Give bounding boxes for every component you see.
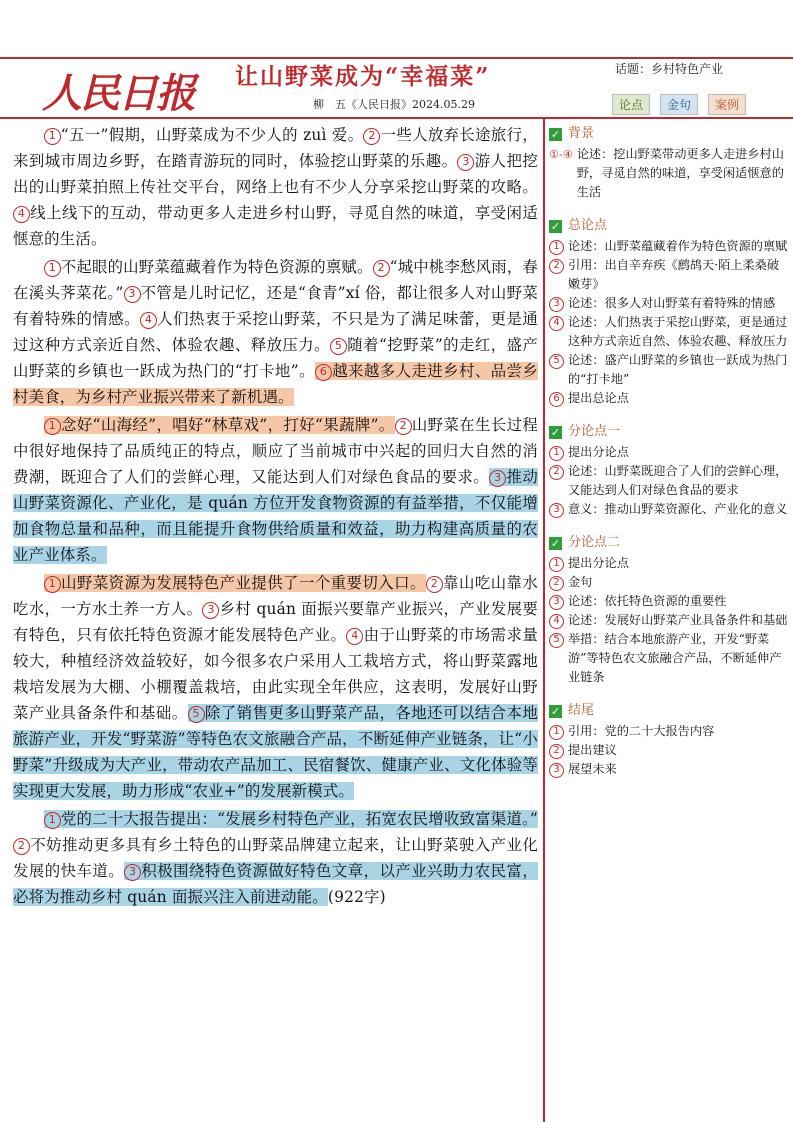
outline-item <box>549 741 789 760</box>
sentence-number-marker: 4 <box>140 312 157 329</box>
sentence-number-marker: 2 <box>13 838 30 855</box>
check-icon: ✓ <box>550 705 561 718</box>
outline-item: 金句 <box>568 575 593 589</box>
article-body <box>13 122 538 912</box>
tag-golden-sentence: 金句 <box>660 94 698 115</box>
sentence-number-marker: 6 <box>549 392 564 407</box>
outline-sidebar <box>549 124 789 793</box>
outline-item <box>549 237 564 256</box>
highlight-quote: 1 党的二十大报告提出：“发展乡村特色产业，拓宽农民增收致富渠道。” <box>44 810 538 828</box>
outline-item <box>549 294 789 313</box>
outline-item: 引用：党的二十大报告内容 <box>568 724 715 738</box>
outline-item: 论述：山野菜既迎合了人们的尝鲜心理，又能达到人们对绿色食品的要求 <box>568 464 788 497</box>
sentence-number-marker: 1 <box>549 446 564 461</box>
outline-item <box>549 554 789 573</box>
outline-item: 举措：结合本地旅游产业，开发“野菜游”等特色农文旅融合产品，不断延伸产业链条 <box>568 632 782 684</box>
outline-item <box>549 592 564 611</box>
highlight-sub-thesis-1: 1 念好“山海经”，唱好“林草戏”，打好“果蔬牌”。 <box>44 416 395 434</box>
sentence-number-marker: 4 <box>13 206 30 223</box>
section-main-thesis: ✓ 总论点 1 论述：山野菜蕴藏着作为特色资源的禀赋 2 引用：出自辛弃疾《鹧鸪天·陌上柔桑破嫩芽》 3 论述：很多人对山野菜有着特殊的情感 4 论述：人们热衷于采挖山野菜，更是通过这种方式亲近自然、体验农趣、释放压力 5 论述：盛产山野菜的乡镇也一跃成为热门的“打卡地” 6 提出总论点 <box>549 216 789 408</box>
outline-item: 提出总论点 <box>568 391 629 405</box>
outline-item <box>549 313 789 351</box>
outline-item <box>549 722 564 741</box>
outline-item <box>549 443 789 462</box>
outline-item <box>549 573 564 592</box>
outline-item: 提出建议 <box>568 743 617 757</box>
sentence-number-marker: 1 <box>44 576 61 593</box>
section-sub-thesis-1: ✓ 分论点一 1 提出分论点 2 论述：山野菜既迎合了人们的尝鲜心理，又能达到人们对绿色食品的要求 3 意义：推动山野菜资源化、产业化的意义 <box>549 422 789 519</box>
sentence-number-marker: 3 <box>549 503 564 518</box>
section-sub-thesis-2: ✓ 分论点二 1 提出分论点 2 金句 3 论述：依托特色资源的重要性 4 论述：发展好山野菜产业具备条件和基础 5 举措：结合本地旅游产业，开发“野菜游”等特色农文旅融合产品，不断延伸产业链条 <box>549 533 789 687</box>
outline-item <box>549 611 564 630</box>
outline-item <box>549 760 564 779</box>
sentence-number-marker: 5 <box>549 633 564 648</box>
tag-case: 案例 <box>708 94 746 115</box>
section-background: ✓ 背景 ①-④ 论述：挖山野菜带动更多人走进乡村山野，寻觅自然的味道，享受闲适惬意的生活 <box>549 124 789 202</box>
sentence-number-marker: 2 <box>373 260 390 277</box>
outline-item <box>549 630 789 687</box>
outline-item <box>549 294 564 313</box>
outline-item <box>549 611 789 630</box>
sentence-number-marker: 2 <box>549 576 564 591</box>
outline-item <box>549 462 564 500</box>
outline-item <box>549 389 564 408</box>
tag-legend <box>612 94 746 115</box>
sentence-number-marker: 4 <box>549 614 564 629</box>
sentence-number-marker: 2 <box>395 418 412 435</box>
sentence-number-marker: 1 <box>44 418 61 435</box>
sentence-number-marker: 3 <box>124 286 141 303</box>
outline-item: 论述：挖山野菜带动更多人走进乡村山野，寻觅自然的味道，享受闲适惬意的生活 <box>576 147 784 199</box>
sentence-number-marker: 3 <box>457 154 474 171</box>
sentence-number-marker: 2 <box>549 259 564 274</box>
highlight-significance: 3 推动山野菜资源化、产业化，是 quán 方位开发食物资源的有益举措，不仅能增加食物总量和品种，而且能提升食物供给质量和效益，助力构建高质量的农业产业体系。 <box>13 468 538 564</box>
sentence-number-marker: 1 <box>549 557 564 572</box>
word-count: (922字) <box>327 888 386 906</box>
outline-item <box>549 554 564 573</box>
topic-label: 话题：乡村特色产业 <box>615 62 724 76</box>
tag-argument: 论点 <box>612 94 650 115</box>
sentence-number-marker: 6 <box>315 364 332 381</box>
outline-item <box>549 237 789 256</box>
outline-item: 论述：很多人对山野菜有着特殊的情感 <box>568 296 776 310</box>
section-ending: ✓ 结尾 1 引用：党的二十大报告内容 2 提出建议 3 展望未来 <box>549 701 789 779</box>
outline-item: 展望未来 <box>568 762 617 776</box>
outline-item <box>549 722 789 741</box>
sentence-number-marker: 4 <box>346 628 363 645</box>
paragraph-2: 1 不起眼的山野菜蕴藏着作为特色资源的禀赋。 2 “城中桃李愁风雨，春在溪头荠菜花。” 3 不管是儿时记忆，还是“食青”xí 俗，都让很多人对山野菜有着特殊的情感。 4 人们热衷于采挖山野菜，不只是为了满足味蕾，更是通过这种方式亲近自然、体验农趣、释放压力。 5 随着“挖野菜”的走红，盛产山野菜的乡镇也一跃成为热门的“打卡地”。 6 越来越多人走进乡村、品尝乡村美食，为乡村产业振兴带来了新机遇。 <box>13 258 539 406</box>
sentence-number-marker: 1 <box>549 725 564 740</box>
sentence-number-marker: 3 <box>489 470 506 487</box>
sentence-number-marker: 5 <box>549 354 564 369</box>
column-divider <box>543 117 545 1122</box>
outline-item <box>549 351 564 389</box>
outline-item: 意义：推动山野菜资源化、产业化的意义 <box>568 502 788 516</box>
sentence-number-marker: 1 <box>549 240 564 255</box>
outline-item <box>549 741 564 760</box>
article-title: 让山野菜成为“幸福菜” <box>235 63 491 90</box>
outline-item: 引用：出自辛弃疾《鹧鸪天·陌上柔桑破嫩芽》 <box>568 258 780 291</box>
outline-item <box>549 500 564 519</box>
highlight-measures: 5 除了销售更多山野菜产品，各地还可以结合本地旅游产业，开发“野菜游”等特色农文旅融合产品，不断延伸产业链条，让“小野菜”升级成为大产业，带动农产品加工、民宿餐饮、健康产业、文化体验等实现更大发展，助力形成“农业+”的发展新模式。 <box>13 704 538 800</box>
outline-item <box>549 500 789 519</box>
sentence-number-marker: 5 <box>188 706 205 723</box>
sentence-number-marker: 3 <box>202 602 219 619</box>
outline-item <box>549 592 789 611</box>
sentence-number-marker: 1 <box>44 260 61 277</box>
outline-item: 提出分论点 <box>568 445 629 459</box>
highlight-conclusion: 3 积极围绕特色资源做好特色文章，以产业兴助力农民富，必将为推动乡村 quán 面振兴注入前进动能。 <box>13 862 538 906</box>
sentence-number-marker: 1 <box>44 128 61 145</box>
outline-item: 论述：盛产山野菜的乡镇也一跃成为热门的“打卡地” <box>568 353 788 386</box>
outline-item <box>549 630 564 687</box>
sentence-number-marker: 3 <box>549 297 564 312</box>
paragraph-5: 1 党的二十大报告提出：“发展乡村特色产业，拓宽农民增收致富渠道。”2 不妨推动更多具有乡土特色的山野菜品牌建立起来，让山野菜驶入产业化发展的快车道。 3 积极围绕特色资源做好特色文章，以产业兴助力农民富，必将为推动乡村 quán 面振兴注入前进动能。(922字) <box>13 810 538 906</box>
outline-item: 论述：依托特色资源的重要性 <box>568 594 727 608</box>
highlight-sub-thesis-2: 1 山野菜资源为发展特色产业提供了一个重要切入口。 <box>44 574 426 592</box>
sentence-number-marker: 2 <box>363 128 380 145</box>
article-byline: 柳 五《人民日报》2024.05.29 <box>313 98 475 111</box>
outline-item <box>549 760 789 779</box>
outline-item: 论述：发展好山野菜产业具备条件和基础 <box>568 613 788 627</box>
outline-item <box>549 573 789 592</box>
sentence-number-marker: 2 <box>426 576 443 593</box>
outline-item <box>549 313 564 351</box>
outline-item <box>549 351 789 389</box>
outline-item <box>549 389 789 408</box>
sentence-number-marker: 3 <box>549 595 564 610</box>
outline-item: 论述：山野菜蕴藏着作为特色资源的禀赋 <box>568 239 788 253</box>
header-bottom-rule <box>0 117 793 119</box>
newspaper-logo: 人民日报 <box>42 70 194 117</box>
outline-item: 提出分论点 <box>568 556 629 570</box>
outline-item: 论述：人们热衷于采挖山野菜，更是通过这种方式亲近自然、体验农趣、释放压力 <box>568 315 788 348</box>
outline-item <box>549 256 789 294</box>
check-icon: ✓ <box>550 220 561 233</box>
sentence-number-marker: 3 <box>549 763 564 778</box>
paragraph-3: 1 念好“山海经”，唱好“林草戏”，打好“果蔬牌”。 2 山野菜在生长过程中很好地保持了品质纯正的特点，顺应了当前城市中兴起的回归大自然的消费潮，既迎合了人们的尝鲜心理，又能达到人们对绿色食品的要求。 3 推动山野菜资源化、产业化，是 quán 方位开发食物资源的有益举措，不仅能增加食物总量和品种，而且能提升食物供给质量和效益，助力构建高质量的农业产业体系。 <box>13 416 538 564</box>
outline-item <box>549 443 564 462</box>
sentence-number-marker: 4 <box>549 316 564 331</box>
check-icon: ✓ <box>550 128 561 141</box>
paragraph-4: 1 山野菜资源为发展特色产业提供了一个重要切入口。 2 靠山吃山靠水吃水，一方水土养一方人。 3 乡村 quán 面振兴要靠产业振兴，产业发展要有特色，只有依托特色资源才能发展特色产业。 4 由于山野菜的市场需求量较大，种植经济效益较好，如今很多农户采用人工栽培方式，将山野菜露地栽培发展为大棚、小棚覆盖栽培，由此实现全年供应，这表明，发展好山野菜产业具备条件和基础。 5 除了销售更多山野菜产品，各地还可以结合本地旅游产业，开发“野菜游”等特色农文旅融合产品，不断延伸产业链条，让“小野菜”升级成为大产业，带动农产品加工、民宿餐饮、健康产业、文化体验等实现更大发展，助力形成“农业+”的发展新模式。 <box>13 574 539 800</box>
check-icon: ✓ <box>550 537 561 550</box>
check-icon: ✓ <box>550 426 561 439</box>
paragraph-1: 1 “五一”假期，山野菜成为不少人的 zuì 爱。 2 一些人放弃长途旅行，来到城市周边乡野，在踏青游玩的同时，体验挖山野菜的乐趣。 3 游人把挖出的山野菜拍照上传社交平台，网络上也有不少人分享采挖山野菜的攻略。4 线上线下的互动，带动更多人走进乡村山野，寻觅自然的味道，享受闲适惬意的生活。 <box>13 126 538 248</box>
sentence-number-marker: 1 <box>44 812 61 829</box>
sentence-number-marker: 2 <box>549 465 564 480</box>
sentence-number-marker: 3 <box>124 864 141 881</box>
outline-item: ①-④ 论述：挖山野菜带动更多人走进乡村山野，寻觅自然的味道，享受闲适惬意的生活 <box>549 145 789 202</box>
outline-item <box>549 462 789 500</box>
sentence-number-marker: 2 <box>549 744 564 759</box>
highlight-main-thesis: 6 越来越多人走进乡村、品尝乡村美食，为乡村产业振兴带来了新机遇。 <box>13 362 538 406</box>
sentence-number-marker: 5 <box>330 338 347 355</box>
outline-item <box>549 256 564 294</box>
